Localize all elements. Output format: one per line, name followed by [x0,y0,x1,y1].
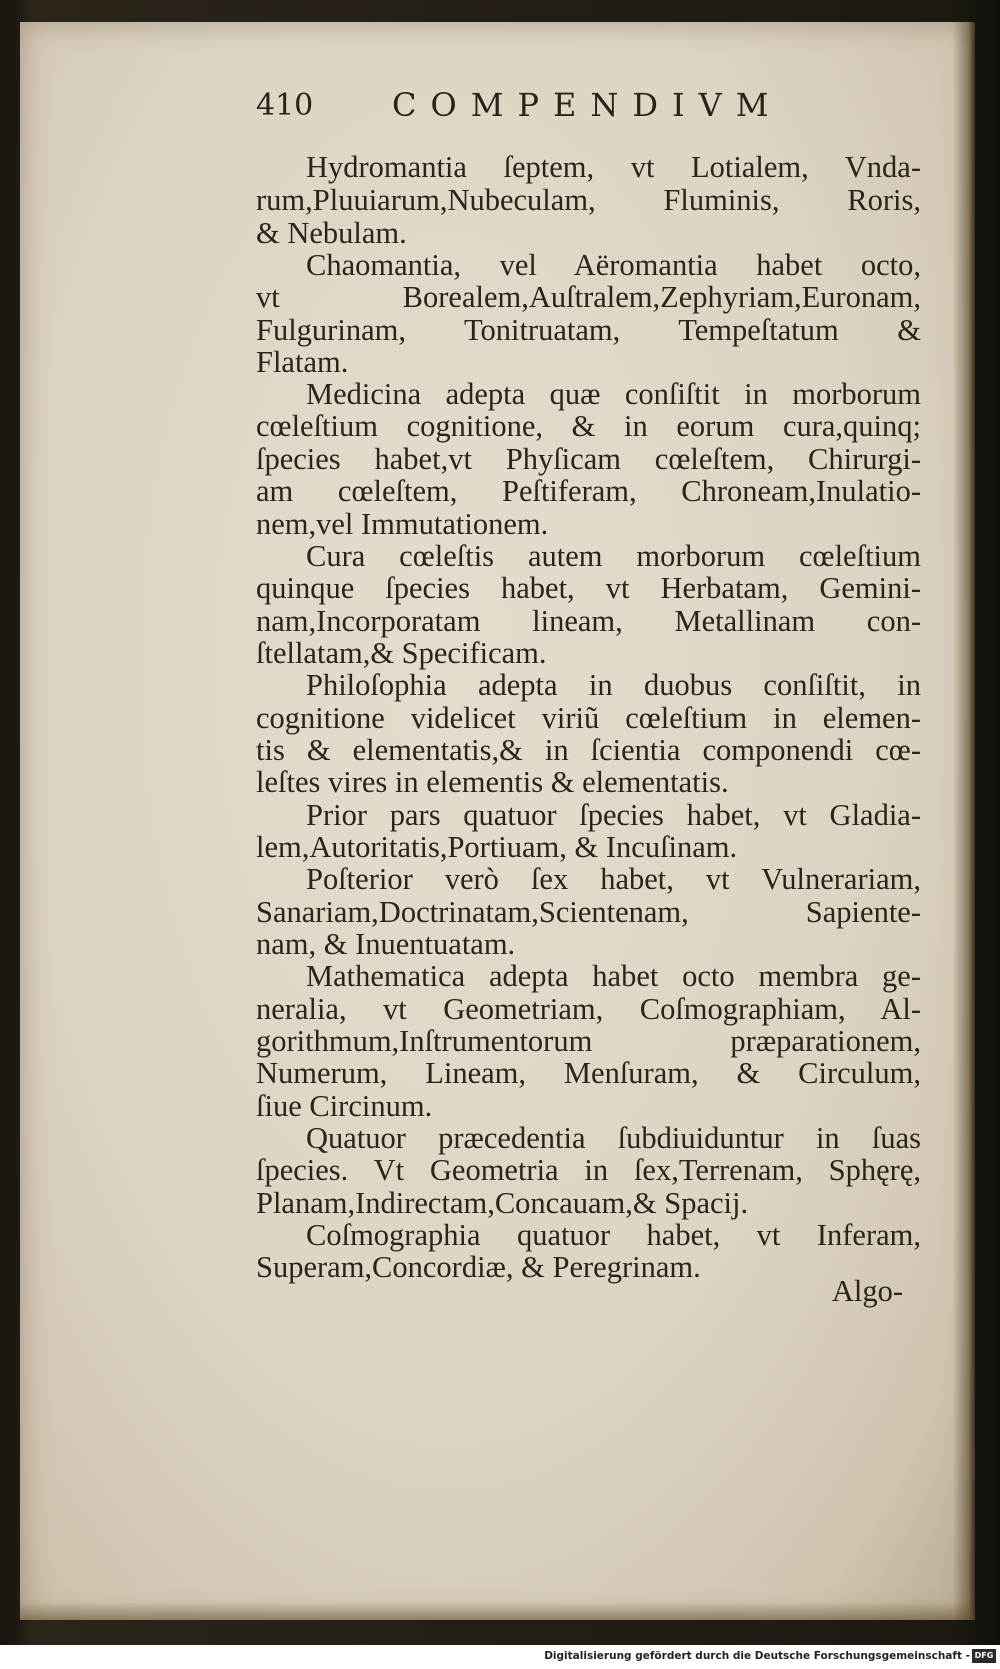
text-line: Quatuor præcedentia ſubdiuiduntur in ſuas [306,1121,921,1155]
text-line: Hydromantia ſeptem, vt Lotialem, Vnda- [306,150,921,184]
text-line: cognitione videlicet viriũ cœleſtium in elemen- [256,701,921,735]
text-line: ſpecies. Vt Geometria in ſex,Terrenam, Sphęrę, [256,1153,921,1187]
text-line: nam,Incorporatam lineam, Metallinam con- [256,604,921,638]
text-line: cœleſtium cognitione, & in eorum cura,quinq; [256,409,921,443]
running-title: COMPENDIVM [392,86,783,124]
dfg-logo-icon: DFG [972,1649,996,1663]
text-line: Chaomantia, vel Aëromantia habet octo, [306,248,921,282]
text-line: tis & elementatis,& in ſcientia componendi cœ- [256,733,921,767]
text-line: gorithmum,Inſtrumentorum præparationem, [256,1024,921,1058]
text-body [20,22,975,1620]
text-line: Sanariam,Doctrinatam,Scientenam, Sapiente- [256,895,921,929]
text-line: Fulgurinam, Tonitruatam, Tempeſtatum & [256,313,921,347]
text-line: Medicina adepta quæ conſiſtit in morborum [306,377,921,411]
footer-bar [0,1645,1000,1669]
text-line: neralia, vt Geometriam, Coſmographiam, Al- [256,992,921,1026]
text-line: ſtellatam,& Specificam. [256,636,547,670]
text-line: Superam,Concordiæ, & Peregrinam. [256,1250,701,1284]
text-line: Flatam. [256,345,349,379]
text-line: rum,Pluuiarum,Nubeculam, Fluminis, Roris, [256,183,921,217]
text-line: quinque ſpecies habet, vt Herbatam, Gemini- [256,571,921,605]
book-page [20,22,975,1620]
text-line: ſiue Circinum. [256,1089,433,1123]
text-line: ſpecies habet,vt Phyſicam cœleſtem, Chirurgi- [256,442,921,476]
page-number: 410 [256,88,314,123]
text-line: Numerum, Lineam, Menſuram, & Circulum, [256,1056,921,1090]
text-line: nem,vel Immutationem. [256,507,549,541]
text-line: leſtes vires in elementis & elementatis. [256,765,729,799]
funding-credit: Digitalisierung gefördert durch die Deutsche Forschungsgemeinschaft - [544,1650,970,1662]
text-line: am cœleſtem, Peſtiferam, Chroneam,Inulatio- [256,474,921,508]
catchword: Algo- [831,1274,903,1308]
text-line: nam, & Inuentuatam. [256,927,516,961]
text-line: Mathematica adepta habet octo membra ge- [306,959,921,993]
text-line: Cura cœleſtis autem morborum cœleſtium [306,539,921,573]
text-line: lem,Autoritatis,Portiuam, & Incuſinam. [256,830,738,864]
text-line: Philoſophia adepta in duobus conſiſtit, in [306,668,921,702]
text-line: Planam,Indirectam,Concauam,& Spacij. [256,1186,749,1220]
text-line: & Nebulam. [256,216,407,250]
text-line: Prior pars quatuor ſpecies habet, vt Gladia- [306,798,921,832]
text-line: vt Borealem,Auſtralem,Zephyriam,Euronam, [256,280,921,314]
text-line: Poſterior verò ſex habet, vt Vulnerariam, [306,862,921,896]
text-line: Coſmographia quatuor habet, vt Inferam, [306,1218,921,1252]
